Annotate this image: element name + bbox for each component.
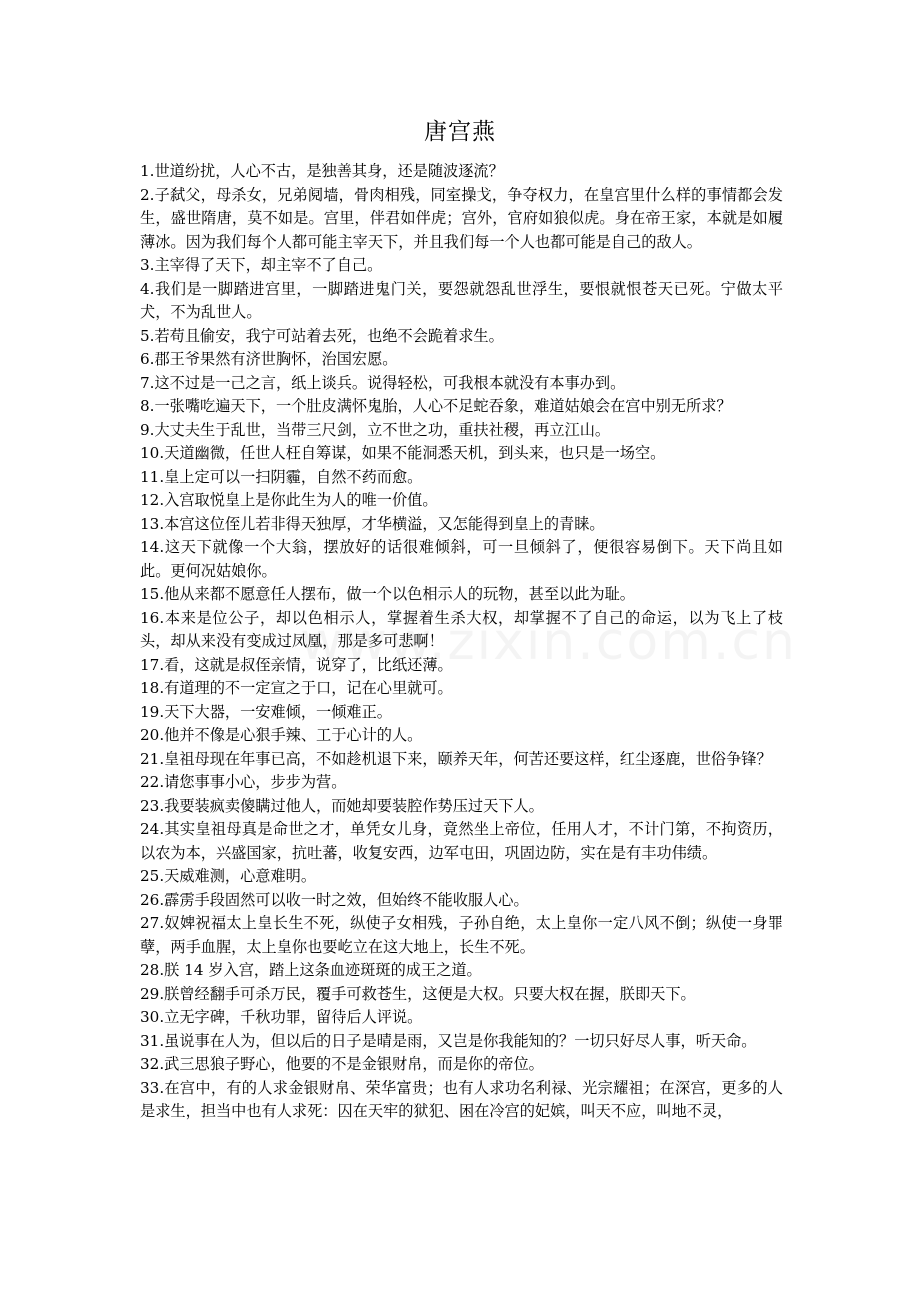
list-item: 21.皇祖母现在年事已高，不如趁机退下来，颐养天年，何苦还要这样，红尘逐鹿，世俗争锋？ xyxy=(140,749,772,768)
list-item: 29.朕曾经翻手可杀万民，覆手可救苍生，这便是大权。只要大权在握，朕即天下。 xyxy=(140,984,696,1003)
list-item: 17.看，这就是叔侄亲情，说穿了，比纸还薄。 xyxy=(140,655,453,674)
list-item: 14.这天下就像一个大翁，摆放好的话很难倾斜，可一旦倾斜了，便很容易倒下。天下尚且如此。更何况姑娘你。 xyxy=(140,538,783,580)
list-item: 33.在宫中，有的人求金银财帛、荣华富贵；也有人求功名利禄、光宗耀祖；在深宫，更多的人是求生，担当中也有人求死：囚在天牢的狱犯、困在冷宫的妃嫔，叫天不应，叫地不灵， xyxy=(140,1078,783,1120)
list-item: 8.一张嘴吃遍天下，一个肚皮满怀鬼胎，人心不足蛇吞象，难道姑娘会在宫中别无所求？ xyxy=(140,397,732,415)
list-item: 6.郡王爷果然有济世胸怀，治国宏愿。 xyxy=(140,350,398,368)
list-item: 26.霹雳手段固然可以收一时之效，但始终不能收服人心。 xyxy=(140,890,529,909)
list-item: 11.皇上定可以一扫阴霾，自然不药而愈。 xyxy=(140,467,423,486)
page-title: 唐宫燕 xyxy=(424,119,496,145)
list-item: 16.本来是位公子，却以色相示人，掌握着生杀大权，却掌握不了自己的命运，以为飞上了枝头，却从来没有变成过凤凰，那是多可悲啊！ xyxy=(140,608,783,650)
list-item: 1.世道纷扰，人心不古，是独善其身，还是随波逐流？ xyxy=(140,162,504,180)
list-item: 9.大丈夫生于乱世，当带三尺剑，立不世之功，重扶社稷，再立江山。 xyxy=(140,420,611,439)
list-item: 5.若苟且偷安，我宁可站着去死，也绝不会跪着求生。 xyxy=(140,326,504,345)
list-item: 28.朕 14 岁入宫，踏上这条血迹斑斑的成王之道。 xyxy=(140,961,482,979)
list-item: 10.天道幽微，任世人枉自筹谋，如果不能洞悉天机，到头来，也只是一场空。 xyxy=(140,444,666,462)
list-item: 30.立无字碑，千秋功罪，留待后人评说。 xyxy=(140,1008,423,1026)
list-item: 18.有道理的不一定宣之于口，记在心里就可。 xyxy=(140,679,453,697)
list-item: 23.我要装疯卖傻瞒过他人，而她却要装腔作势压过天下人。 xyxy=(140,796,544,815)
list-item: 19.天下大器，一安难倾，一倾难正。 xyxy=(140,702,392,721)
list-item: 27.奴婢祝福太上皇长生不死，纵使子女相残，子孙自绝，太上皇你一定八风不倒；纵使一身罪孽，两手血腥，太上皇你也要屹立在这大地上，长生不死。 xyxy=(140,914,783,956)
quote-list xyxy=(140,160,783,1124)
list-item: 4.我们是一脚踏进宫里，一脚踏进鬼门关，要怨就怨乱世浮生，要恨就恨苍天已死。宁做太平犬，不为乱世人。 xyxy=(140,279,783,321)
list-item: 25.天威难测，心意难明。 xyxy=(140,867,317,885)
list-item: 15.他从来都不愿意任人摆布，做一个以色相示人的玩物，甚至以此为耻。 xyxy=(140,585,635,603)
list-item: 12.入宫取悦皇上是你此生为人的唯一价值。 xyxy=(140,491,438,509)
list-item: 3.主宰得了天下，却主宰不了自己。 xyxy=(140,256,383,274)
list-item: 2.子弑父，母杀女，兄弟阋墙，骨肉相残，同室操戈，争夺权力，在皇宫里什么样的事情都会发生，盛世隋唐，莫不如是。宫里，伴君如伴虎；宫外，官府如狼似虎。身在帝王家，本就是如履薄冰。因为我们每个人都可能主宰天下，并且我们每一个人也都可能是自己的敌人。 xyxy=(140,185,783,251)
list-item: 13.本宫这位侄儿若非得天独厚，才华横溢，又怎能得到皇上的青睐。 xyxy=(140,514,605,533)
list-item: 32.武三思狼子野心，他要的不是金银财帛，而是你的帝位。 xyxy=(140,1055,544,1073)
list-item: 22.请您事事小心，步步为营。 xyxy=(140,773,347,791)
list-item: 24.其实皇祖母真是命世之才，单凭女儿身，竟然坐上帝位，任用人才，不计门第，不拘资历，以农为本，兴盛国家，抗吐蕃，收复安西，边军屯田，巩固边防，实在是有丰功伟绩。 xyxy=(140,820,783,862)
list-item: 20.他并不像是心狠手辣、工于心计的人。 xyxy=(140,726,423,744)
list-item: 7.这不过是一己之言，纸上谈兵。说得轻松，可我根本就没有本事办到。 xyxy=(140,373,626,392)
list-item: 31.虽说事在人为，但以后的日子是晴是雨，又岂是你我能知的？一切只好尽人事，听天命。 xyxy=(140,1031,757,1050)
